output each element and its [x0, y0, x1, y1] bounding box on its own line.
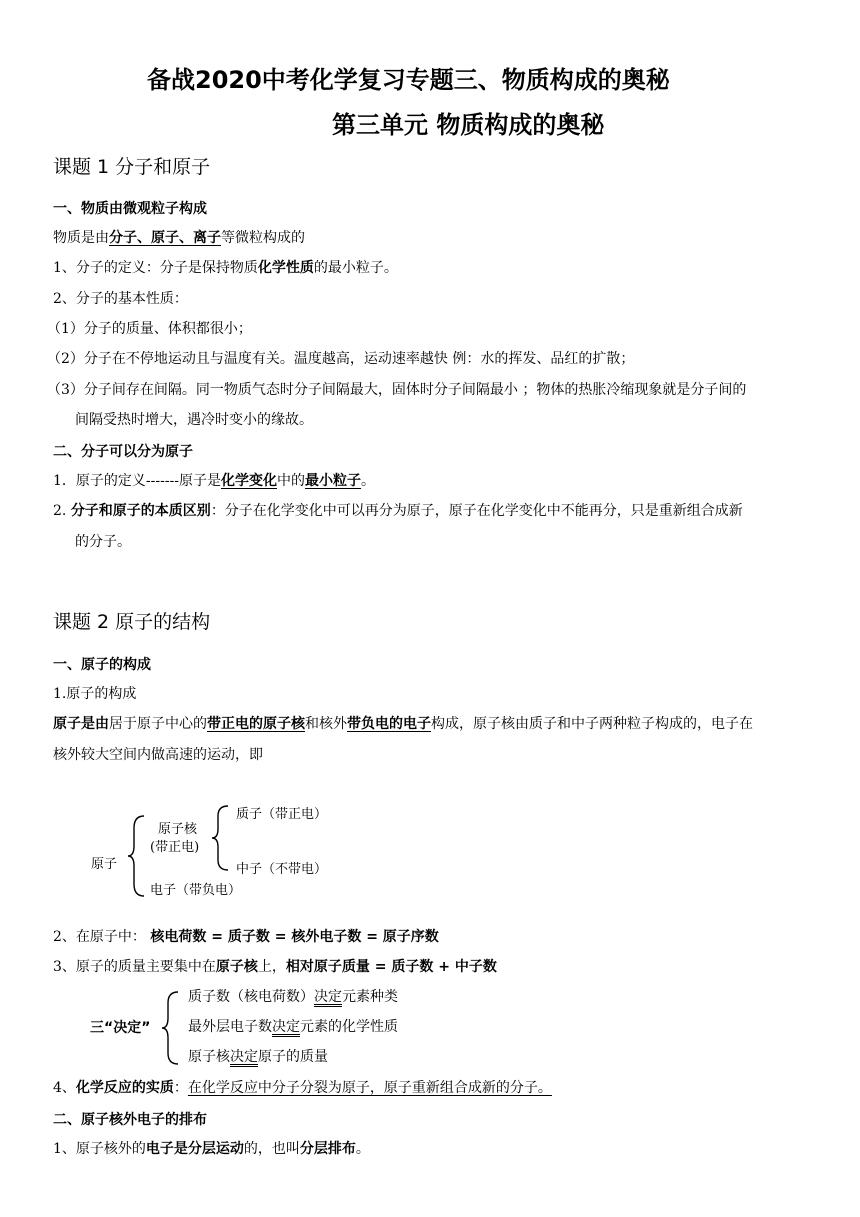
text: 元素的化学性质 [300, 1019, 398, 1035]
key-term: 最小粒子 [305, 473, 362, 489]
section-2-heading: 二、分子可以分为原子 [53, 444, 193, 460]
paragraph-atomic-mass [53, 957, 497, 977]
key-term: 原子是由 [53, 716, 109, 732]
decide-row-2 [188, 1017, 398, 1037]
text: 和核外 [305, 716, 347, 732]
decide-row-3 [188, 1047, 328, 1067]
key-term: 化学性质 [257, 260, 314, 276]
property-3-cont: 间隔受热时增大，遇冷时变小的缘故。 [75, 412, 313, 428]
decide-label: 三“决定” [90, 1020, 151, 1036]
text: ： [173, 1080, 188, 1096]
key-term: 决定 [272, 1019, 300, 1035]
diagram-electron: 电子（带负电） [150, 883, 242, 898]
right-brace-icon [210, 804, 232, 872]
paragraph-atom-definition [53, 471, 375, 491]
text: ：分子在化学变化中可以再分为原子，原子在化学变化中不能再分，只是重新组合成新 [210, 503, 743, 519]
diagram-neutron: 中子（不带电） [236, 862, 328, 877]
diagram-proton: 质子（带正电） [236, 807, 328, 822]
paragraph-reaction-essence [53, 1078, 552, 1098]
text: 1、分子的定义：分子是保持物质 [53, 260, 258, 276]
text: 原子的质量 [258, 1049, 328, 1065]
key-term: 带负电的电子 [347, 716, 431, 732]
key-term: 化学变化 [221, 473, 278, 489]
key-term: 决定 [230, 1049, 258, 1065]
paragraph-molecule-properties: 2、分子的基本性质： [53, 291, 188, 307]
text: 居于原子中心的 [109, 716, 207, 732]
paragraph-electron-layers [53, 1139, 370, 1159]
text: 1、原子核外的 [53, 1141, 146, 1157]
paragraph-difference [53, 501, 743, 521]
text: 等微粒构成的 [221, 230, 305, 246]
text: 3、原子的质量主要集中在 [53, 959, 216, 975]
paragraph-atom-structure-cont: 核外较大空间内做高速的运动，即 [53, 747, 263, 763]
key-term: 分子和原子的本质区别 [70, 503, 211, 519]
key-term: 在化学反应中分子分裂为原子，原子重新组合成新的分子。 [187, 1080, 552, 1096]
property-3: （3）分子间存在间隔。同一物质气态时分子间隔最大，固体时分子间隔最小 ；物体的热胀冷缩现象就是分子间的 [47, 382, 747, 398]
section-electron-arrangement: 二、原子核外电子的排布 [53, 1112, 207, 1128]
key-term: 分子、原子、离子 [109, 230, 221, 246]
page-subtitle: 第三单元 物质构成的奥秘 [332, 111, 605, 139]
key-term: 核电荷数 = 质子数 = 核外电子数 = 原子序数 [150, 929, 439, 945]
text: 中的 [277, 473, 306, 489]
left-brace-icon [126, 814, 148, 898]
text: 物质是由 [53, 230, 109, 246]
diagram-nucleus-charge: (带正电) [150, 840, 200, 855]
text: 最外层电子数 [188, 1019, 272, 1035]
key-term: 化学反应的实质 [75, 1080, 174, 1096]
lesson-2-heading: 课题 2 原子的结构 [53, 611, 211, 633]
text: 上， [257, 959, 286, 975]
key-term: 相对原子质量 = 质子数 + 中子数 [285, 959, 497, 975]
text: 2. [53, 503, 71, 519]
diagram-nucleus: 原子核 [158, 822, 198, 837]
text: 4、 [53, 1080, 76, 1096]
paragraph-in-atom [53, 927, 439, 947]
decide-row-1 [188, 987, 398, 1007]
text: 原子核 [188, 1049, 230, 1065]
section-1-heading: 一、物质由微观粒子构成 [53, 201, 207, 217]
paragraph-atom-structure [53, 714, 753, 734]
key-term: 原子核 [215, 959, 258, 975]
left-brace-icon [160, 990, 182, 1066]
lesson-1-heading: 课题 1 分子和原子 [53, 156, 211, 178]
diagram-atom: 原子 [91, 857, 118, 872]
page-title: 备战2020中考化学复习专题三、物质构成的奥秘 [147, 66, 670, 94]
key-term: 电子是分层运动 [145, 1141, 244, 1157]
paragraph-molecule-definition [53, 258, 398, 278]
paragraph-matter-particles [53, 228, 305, 248]
property-1: （1）分子的质量、体积都很小； [47, 321, 252, 337]
key-term: 决定 [314, 989, 342, 1005]
text: 2、在原子中： [53, 929, 151, 945]
text: 的最小粒子。 [313, 260, 398, 276]
paragraph-atom-structure-title: 1.原子的构成 [53, 686, 137, 702]
text: 。 [361, 473, 376, 489]
section-atom-composition: 一、原子的构成 [53, 657, 151, 673]
text: 质子数（核电荷数） [188, 989, 314, 1005]
text: 。 [355, 1141, 370, 1157]
key-term: 分层排布 [299, 1141, 356, 1157]
text: 的，也叫 [243, 1141, 300, 1157]
text: 1．原子的定义-------原子是 [53, 473, 222, 489]
property-2: （2）分子在不停地运动且与温度有关。温度越高，运动速率越快 例：水的挥发、品红的扩散； [47, 351, 635, 367]
paragraph-difference-cont: 的分子。 [75, 534, 131, 550]
key-term: 带正电的原子核 [207, 716, 305, 732]
text: 元素种类 [342, 989, 398, 1005]
text: 构成，原子核由质子和中子两种粒子构成的，电子在 [431, 716, 753, 732]
